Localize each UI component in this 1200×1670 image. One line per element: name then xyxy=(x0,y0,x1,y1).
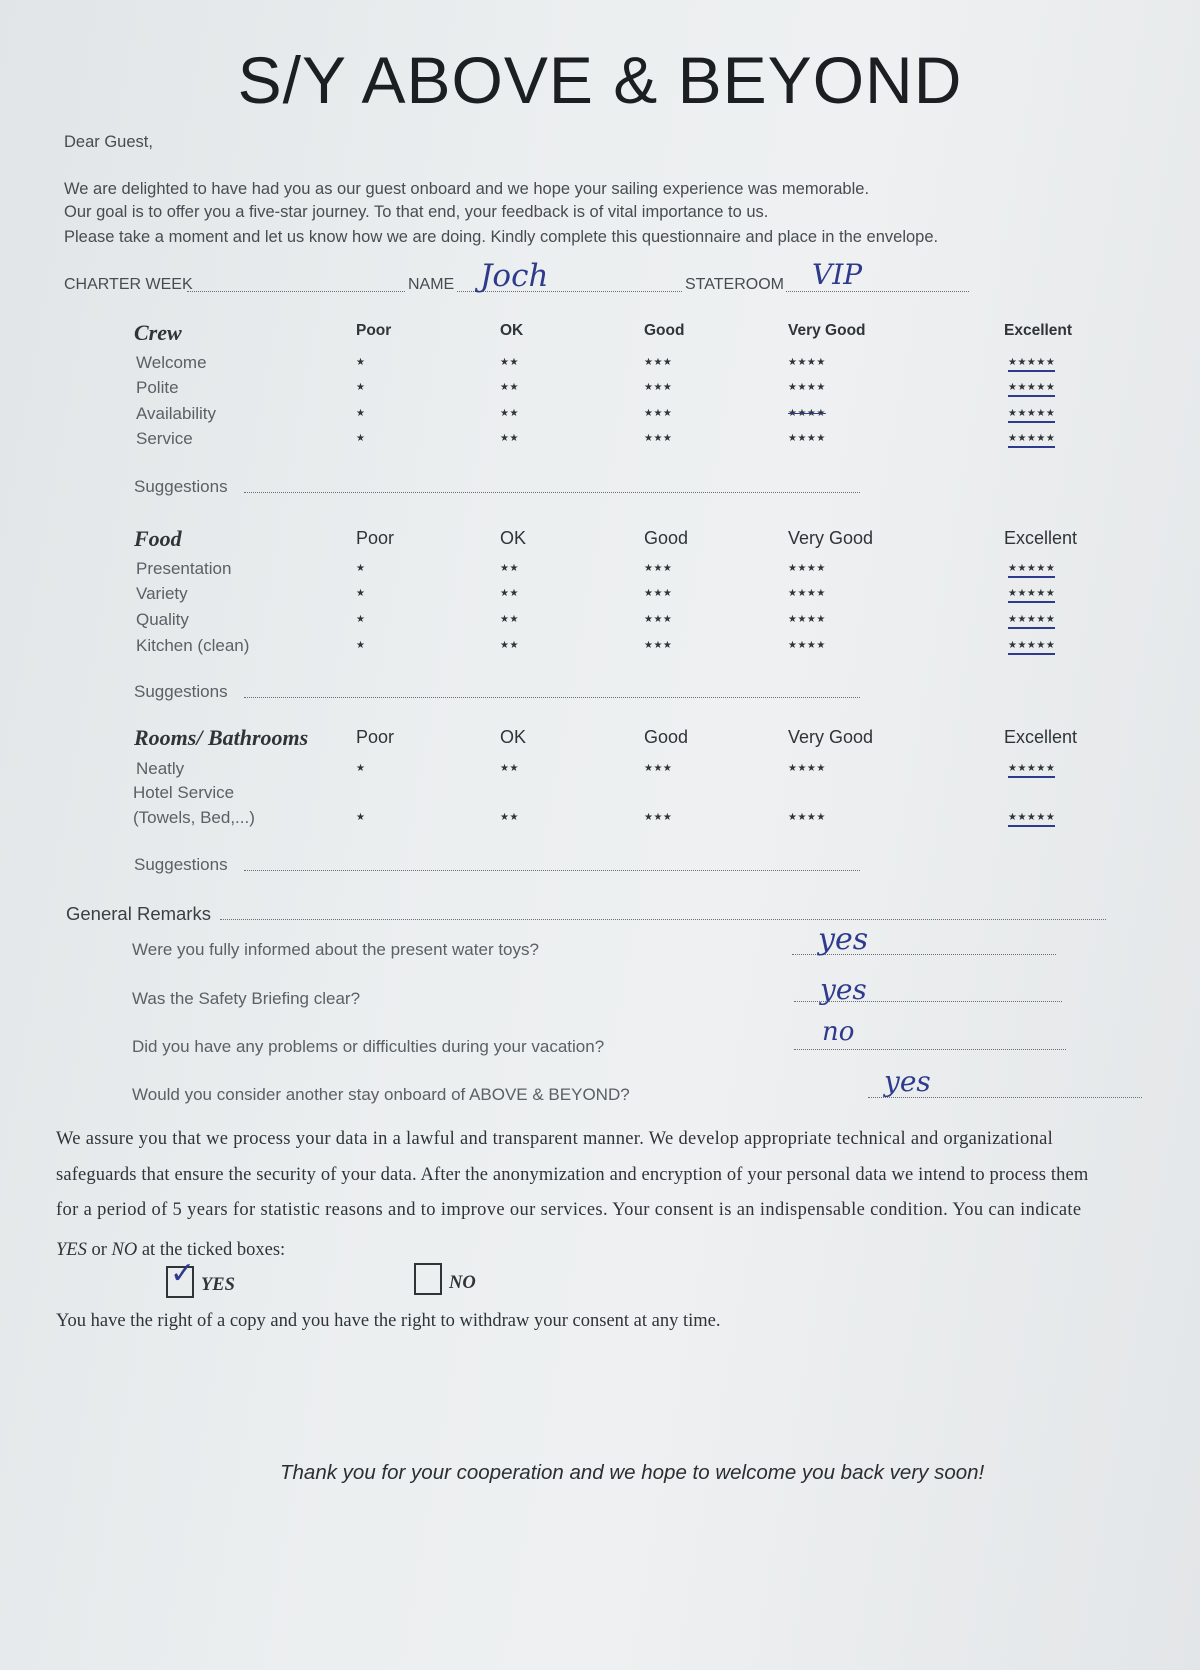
rating-ok-stars[interactable]: ★★ xyxy=(500,614,519,625)
rating-header-good: Good xyxy=(644,322,685,339)
answer-safety-briefing: yes xyxy=(820,973,867,1006)
suggestions-label-crew: Suggestions xyxy=(134,477,228,496)
rating-poor-stars[interactable]: ★ xyxy=(356,640,366,651)
rating-ok-stars[interactable]: ★★ xyxy=(500,433,519,444)
privacy-tail: at the ticked boxes: xyxy=(137,1240,286,1260)
suggestions-label-food: Suggestions xyxy=(134,682,228,701)
privacy-line-1: We assure you that we process your data in a lawful and transparent manner. We develop appropriate technical and organizational xyxy=(56,1129,1054,1149)
rating-header-poor: Poor xyxy=(356,528,395,548)
document-title: S/Y ABOVE & BEYOND xyxy=(237,43,963,117)
rating-excellent-stars[interactable]: ★★★★★ xyxy=(1008,640,1055,655)
rating-header-poor: Poor xyxy=(356,727,395,747)
rating-good-stars[interactable]: ★★★ xyxy=(644,563,673,574)
suggestions-field-food[interactable] xyxy=(244,697,860,698)
rating-poor-stars[interactable]: ★ xyxy=(356,763,366,774)
answer-problems: no xyxy=(822,1017,855,1047)
row-label-hotel-service: Hotel Service xyxy=(133,783,235,802)
rating-poor-stars[interactable]: ★ xyxy=(356,563,366,574)
rating-excellent-stars[interactable]: ★★★★★ xyxy=(1008,433,1055,448)
rating-poor-stars[interactable]: ★ xyxy=(356,433,366,444)
rights-text: You have the right of a copy and you have the right to withdraw your consent at any time. xyxy=(56,1311,721,1331)
privacy-line-2: safeguards that ensure the security of your data. After the anonymization and encryption of your personal data we intend to process them xyxy=(56,1165,1089,1185)
greeting: Dear Guest, xyxy=(64,133,153,151)
general-remarks-label: General Remarks xyxy=(66,903,211,924)
rating-header-excellent: Excellent xyxy=(1004,727,1078,747)
consent-no-label: NO xyxy=(449,1273,476,1293)
rating-header-very-good: Very Good xyxy=(788,528,874,548)
rating-excellent-stars[interactable]: ★★★★★ xyxy=(1008,357,1055,372)
rating-very-good-stars[interactable]: ★★★★ xyxy=(788,382,826,393)
row-label-kitchen-clean: Kitchen (clean) xyxy=(136,636,250,655)
consent-no-checkbox[interactable] xyxy=(414,1263,442,1295)
rating-excellent-stars[interactable]: ★★★★★ xyxy=(1008,382,1055,397)
section-title-rooms-bathrooms: Rooms/ Bathrooms xyxy=(134,725,309,750)
answer-water-toys: yes xyxy=(818,922,869,957)
rating-very-good-stars[interactable]: ★★★★ xyxy=(788,588,826,599)
question-water-toys: Were you fully informed about the present water toys? xyxy=(132,940,539,959)
rating-excellent-stars[interactable]: ★★★★★ xyxy=(1008,614,1055,629)
rating-ok-stars[interactable]: ★★ xyxy=(500,563,519,574)
row-label-presentation: Presentation xyxy=(136,559,232,578)
row-label-variety: Variety xyxy=(136,584,188,603)
privacy-line-3: for a period of 5 years for statistic reasons and to improve our services. Your consent is an indispensable condition. You can indicate xyxy=(56,1200,1082,1220)
rating-excellent-stars[interactable]: ★★★★★ xyxy=(1008,563,1055,578)
row-label-polite: Polite xyxy=(136,378,179,397)
rating-header-ok: OK xyxy=(500,528,527,548)
intro-line-3: Please take a moment and let us know how we are doing. Kindly complete this questionnaire and place in the envelope. xyxy=(64,228,939,246)
privacy-or-word: or xyxy=(86,1240,112,1260)
rating-excellent-stars[interactable]: ★★★★★ xyxy=(1008,812,1055,827)
rating-poor-stars[interactable]: ★ xyxy=(356,614,366,625)
rating-excellent-stars[interactable]: ★★★★★ xyxy=(1008,763,1055,778)
rating-ok-stars[interactable]: ★★ xyxy=(500,812,519,823)
row-label-service: Service xyxy=(136,429,193,448)
privacy-no-word: NO xyxy=(111,1240,138,1260)
rating-header-ok: OK xyxy=(500,727,527,747)
rating-good-stars[interactable]: ★★★ xyxy=(644,382,673,393)
question-another-stay: Would you consider another stay onboard of ABOVE & BEYOND? xyxy=(132,1085,630,1104)
general-remarks-field[interactable] xyxy=(220,919,1106,920)
check-mark-icon: ✓ xyxy=(170,1256,196,1291)
suggestions-field-rooms-bathrooms[interactable] xyxy=(244,870,860,871)
rating-good-stars[interactable]: ★★★ xyxy=(644,614,673,625)
question-problems: Did you have any problems or difficulties during your vacation? xyxy=(132,1037,605,1056)
rating-ok-stars[interactable]: ★★ xyxy=(500,588,519,599)
rating-poor-stars[interactable]: ★ xyxy=(356,812,366,823)
suggestions-label-rooms-bathrooms: Suggestions xyxy=(134,855,228,874)
rating-good-stars[interactable]: ★★★ xyxy=(644,812,673,823)
rating-very-good-stars[interactable]: ★★★★ xyxy=(788,640,826,651)
rating-header-good: Good xyxy=(644,727,689,747)
rating-very-good-stars[interactable]: ★★★★ xyxy=(788,433,826,444)
rating-poor-stars[interactable]: ★ xyxy=(356,408,366,419)
rating-header-excellent: Excellent xyxy=(1004,528,1078,548)
consent-yes-checkbox[interactable] xyxy=(166,1256,196,1298)
rating-ok-stars[interactable]: ★★ xyxy=(500,382,519,393)
rating-excellent-stars[interactable]: ★★★★★ xyxy=(1008,408,1055,423)
stateroom-label: STATEROOM xyxy=(685,276,784,293)
rating-very-good-stars[interactable]: ★★★★ xyxy=(788,408,826,419)
intro-line-2: Our goal is to offer you a five-star journey. To that end, your feedback is of vital importance to us. xyxy=(64,203,769,221)
answer-another-stay: yes xyxy=(884,1065,931,1098)
row-label-quality: Quality xyxy=(136,610,189,629)
answer-line-problems[interactable] xyxy=(794,1049,1066,1050)
consent-yes-label: YES xyxy=(201,1275,235,1295)
question-safety-briefing: Was the Safety Briefing clear? xyxy=(132,989,361,1008)
rating-header-excellent: Excellent xyxy=(1004,322,1073,339)
rating-very-good-stars[interactable]: ★★★★ xyxy=(788,563,826,574)
suggestions-field-crew[interactable] xyxy=(244,492,860,493)
rating-good-stars[interactable]: ★★★ xyxy=(644,433,673,444)
privacy-yes-word: YES xyxy=(56,1240,87,1260)
rating-good-stars[interactable]: ★★★ xyxy=(644,640,673,651)
row-label-hotel-service-detail: (Towels, Bed,...) xyxy=(133,808,255,827)
rating-ok-stars[interactable]: ★★ xyxy=(500,640,519,651)
rating-poor-stars[interactable]: ★ xyxy=(356,382,366,393)
row-label-availability: Availability xyxy=(136,404,217,423)
rating-poor-stars[interactable]: ★ xyxy=(356,588,366,599)
stateroom-handwritten-value: VIP xyxy=(812,258,863,291)
rating-header-poor: Poor xyxy=(356,322,392,339)
rating-excellent-stars[interactable]: ★★★★★ xyxy=(1008,588,1055,603)
rating-header-good: Good xyxy=(644,528,689,548)
rating-very-good-stars[interactable]: ★★★★ xyxy=(788,763,826,774)
rating-header-ok: OK xyxy=(500,322,524,339)
rating-header-very-good: Very Good xyxy=(788,727,874,747)
rating-very-good-stars[interactable]: ★★★★ xyxy=(788,614,826,625)
rating-good-stars[interactable]: ★★★ xyxy=(644,763,673,774)
rating-ok-stars[interactable]: ★★ xyxy=(500,357,519,368)
rating-good-stars[interactable]: ★★★ xyxy=(644,408,673,419)
rating-very-good-stars[interactable]: ★★★★ xyxy=(788,357,826,368)
rating-good-stars[interactable]: ★★★ xyxy=(644,357,673,368)
closing-message: Thank you for your cooperation and we hope to welcome you back very soon! xyxy=(280,1461,985,1484)
charter-week-field[interactable] xyxy=(187,291,405,292)
intro-line-1: We are delighted to have had you as our guest onboard and we hope your sailing experience was memorable. xyxy=(64,180,870,198)
section-title-food: Food xyxy=(134,526,182,551)
rating-good-stars[interactable]: ★★★ xyxy=(644,588,673,599)
rating-ok-stars[interactable]: ★★ xyxy=(500,763,519,774)
name-handwritten-value: Joch xyxy=(480,258,549,294)
row-label-neatly: Neatly xyxy=(136,759,185,778)
name-label: NAME xyxy=(408,276,455,293)
row-label-welcome: Welcome xyxy=(136,353,207,372)
section-title-crew: Crew xyxy=(134,320,182,345)
rating-poor-stars[interactable]: ★ xyxy=(356,357,366,368)
rating-header-very-good: Very Good xyxy=(788,322,866,339)
rating-ok-stars[interactable]: ★★ xyxy=(500,408,519,419)
rating-very-good-stars[interactable]: ★★★★ xyxy=(788,812,826,823)
stateroom-field[interactable] xyxy=(786,291,969,292)
charter-week-label: CHARTER WEEK xyxy=(64,276,193,293)
